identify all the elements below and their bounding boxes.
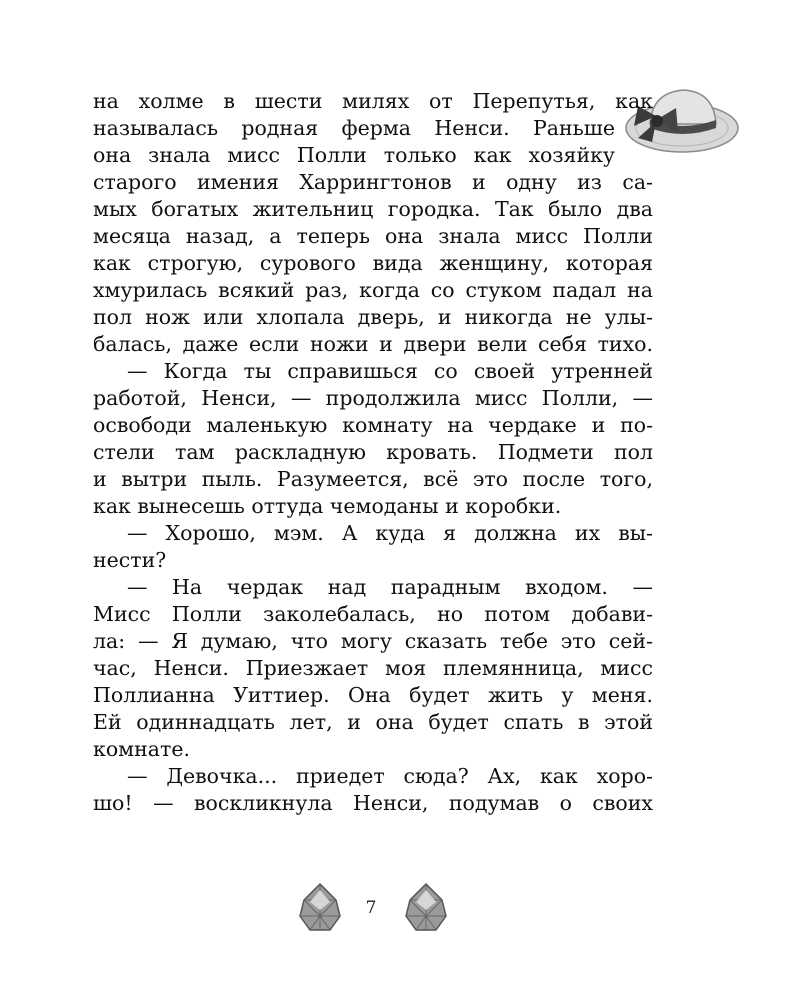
- text-line: мых богатых жительниц городка. Так было два: [93, 197, 653, 221]
- text-line: работой, Ненси, — продолжила мисс Полли, —: [93, 386, 653, 410]
- text-line: час, Ненси. Приезжает моя племянница, мисс: [93, 656, 653, 680]
- text-line: Ей одиннадцать лет, и она будет спать в этой: [93, 710, 653, 734]
- page-number: 7: [365, 898, 377, 918]
- text-line: — Девочка... приедет сюда? Ах, как хоро-: [127, 764, 653, 788]
- text-line: балась, даже если ножи и двери вели себя тихо.: [93, 332, 653, 356]
- text-line: комнате.: [93, 737, 190, 761]
- text-line: шо! — воскликнула Ненси, подумав о своих: [93, 791, 653, 815]
- text-line: ла: — Я думаю, что могу сказать тебе это сей-: [93, 629, 653, 653]
- text-line: — На чердак над парадным входом. —: [127, 575, 653, 599]
- text-line: она знала мисс Полли только как хозяйку: [93, 143, 615, 167]
- text-line: пол нож или хлопала дверь, и никогда не улы-: [93, 305, 653, 329]
- text-line: как вынесешь оттуда чемоданы и коробки.: [93, 494, 562, 518]
- text-line: стели там раскладную кровать. Подмети пол: [93, 440, 653, 464]
- text-line: на холме в шести милях от Перепутья, как: [93, 89, 653, 113]
- body-text: [93, 88, 653, 817]
- text-line: как строгую, сурового вида женщину, которая: [93, 251, 653, 275]
- gem-ornament-left-icon: [292, 880, 348, 936]
- text-line: хмурилась всякий раз, когда со стуком падал на: [93, 278, 653, 302]
- text-line: нести?: [93, 548, 167, 572]
- text-line: и вытри пыль. Разумеется, всё это после того,: [93, 467, 653, 491]
- text-line: Поллианна Уиттиер. Она будет жить у меня.: [93, 683, 653, 707]
- text-line: старого имения Харрингтонов и одну из са-: [93, 170, 653, 194]
- text-line: — Хорошо, мэм. А куда я должна их вы-: [127, 521, 653, 545]
- text-line: освободи маленькую комнату на чердаке и по-: [93, 413, 653, 437]
- text-line: Мисс Полли заколебалась, но потом добави-: [93, 602, 653, 626]
- text-line: — Когда ты справишься со своей утренней: [127, 359, 653, 383]
- text-line: называлась родная ферма Ненси. Раньше: [93, 116, 615, 140]
- gem-ornament-right-icon: [398, 880, 454, 936]
- text-line: месяца назад, а теперь она знала мисс Полли: [93, 224, 653, 248]
